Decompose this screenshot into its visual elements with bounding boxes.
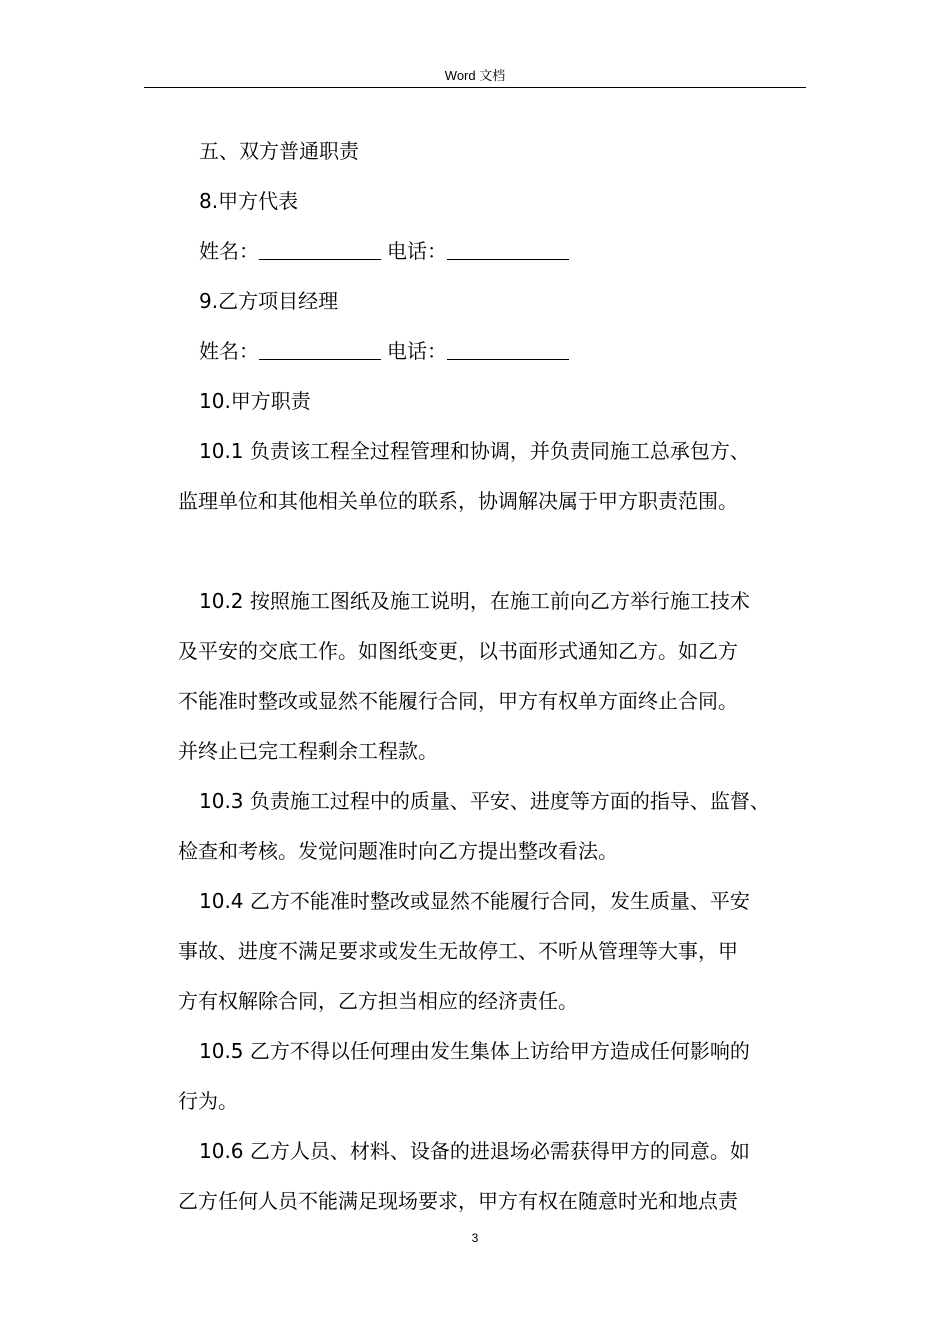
page-number: 3 [471, 1231, 479, 1245]
contact-line [199, 226, 575, 276]
name-blank-field [259, 243, 381, 260]
paragraph-line: 事故、进度不满足要求或发生无故停工、不听从管理等大事，甲 [178, 939, 738, 963]
paragraph-line: 10.5 乙方不得以任何理由发生集体上访给甲方造成任何影响的 [199, 1039, 750, 1063]
paragraph-line: 10.1 负责该工程全过程管理和协调，并负责同施工总承包方、 [199, 439, 750, 463]
phone-label: 电话： [387, 239, 447, 263]
item-title: 10.甲方职责 [199, 389, 311, 413]
name-label: 姓名： [199, 239, 259, 263]
paragraph-line: 10.3 负责施工过程中的质量、平安、进度等方面的指导、监督、 [199, 789, 770, 813]
paragraph-line: 及平安的交底工作。如图纸变更，以书面形式通知乙方。如乙方 [178, 639, 738, 663]
name-label: 姓名： [199, 339, 259, 363]
header-divider [144, 87, 806, 88]
paragraph-line: 行为。 [178, 1089, 238, 1113]
paragraph-line: 10.4 乙方不能准时整改或显然不能履行合同，发生质量、平安 [199, 889, 750, 913]
paragraph-line: 10.2 按照施工图纸及施工说明，在施工前向乙方举行施工技术 [199, 589, 750, 613]
paragraph-line: 10.6 乙方人员、材料、设备的进退场必需获得甲方的同意。如 [199, 1139, 750, 1163]
paragraph-line: 检查和考核。发觉问题准时向乙方提出整改看法。 [178, 839, 618, 863]
phone-label: 电话： [387, 339, 447, 363]
paragraph-line: 乙方任何人员不能满足现场要求，甲方有权在随意时光和地点责 [178, 1189, 738, 1213]
paragraph-line: 监理单位和其他相关单位的联系，协调解决属于甲方职责范围。 [178, 489, 738, 513]
section-title: 五、双方普通职责 [199, 139, 359, 163]
item-title: 8.甲方代表 [199, 189, 299, 213]
contact-line [199, 326, 575, 376]
page-header: Word 文档 [444, 68, 506, 83]
name-blank-field [259, 343, 381, 360]
item-title: 9.乙方项目经理 [199, 289, 339, 313]
paragraph-line: 不能准时整改或显然不能履行合同，甲方有权单方面终止合同。 [178, 689, 738, 713]
phone-blank-field [447, 243, 569, 260]
paragraph-line: 方有权解除合同，乙方担当相应的经济责任。 [178, 989, 578, 1013]
phone-blank-field [447, 343, 569, 360]
paragraph-line: 并终止已完工程剩余工程款。 [178, 739, 438, 763]
